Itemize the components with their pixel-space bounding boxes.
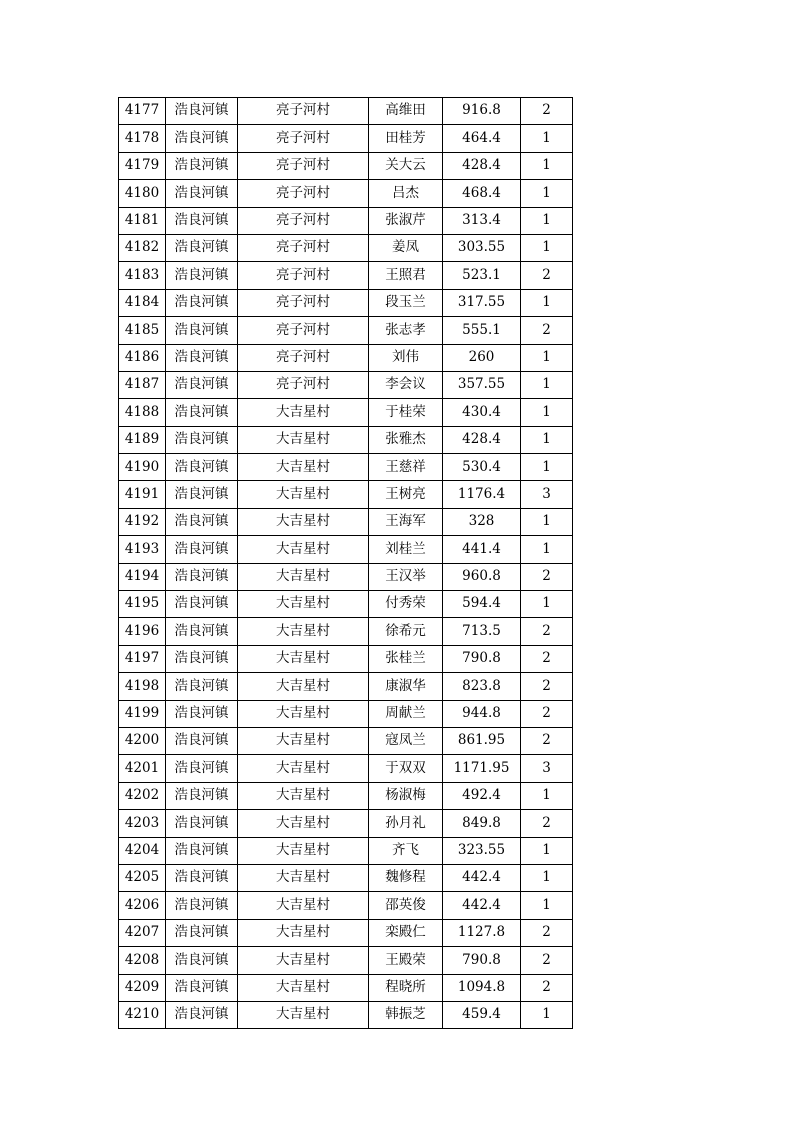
amount-cell: 960.8 xyxy=(443,563,521,590)
name-cell: 田桂芳 xyxy=(369,125,443,152)
table-row xyxy=(119,810,573,837)
table-row xyxy=(119,180,573,207)
name-cell: 孙月礼 xyxy=(369,810,443,837)
count-cell: 2 xyxy=(521,727,573,754)
town-cell: 浩良河镇 xyxy=(166,618,238,645)
row-number-cell: 4193 xyxy=(119,536,166,563)
row-number-cell: 4209 xyxy=(119,974,166,1001)
count-cell: 2 xyxy=(521,618,573,645)
row-number-cell: 4202 xyxy=(119,782,166,809)
town-cell: 浩良河镇 xyxy=(166,481,238,508)
village-cell: 大吉星村 xyxy=(238,563,369,590)
name-cell: 刘桂兰 xyxy=(369,536,443,563)
table-row xyxy=(119,399,573,426)
village-cell: 亮子河村 xyxy=(238,234,369,261)
count-cell: 2 xyxy=(521,673,573,700)
count-cell: 1 xyxy=(521,371,573,398)
table-row xyxy=(119,317,573,344)
village-cell: 大吉星村 xyxy=(238,1001,369,1028)
amount-cell: 428.4 xyxy=(443,152,521,179)
count-cell: 2 xyxy=(521,262,573,289)
table-row xyxy=(119,919,573,946)
village-cell: 亮子河村 xyxy=(238,98,369,125)
amount-cell: 790.8 xyxy=(443,947,521,974)
name-cell: 王树亮 xyxy=(369,481,443,508)
name-cell: 韩振芝 xyxy=(369,1001,443,1028)
name-cell: 姜凤 xyxy=(369,234,443,261)
town-cell: 浩良河镇 xyxy=(166,727,238,754)
table-row xyxy=(119,782,573,809)
table-row xyxy=(119,344,573,371)
amount-cell: 849.8 xyxy=(443,810,521,837)
table-row xyxy=(119,864,573,891)
village-cell: 亮子河村 xyxy=(238,344,369,371)
amount-cell: 1176.4 xyxy=(443,481,521,508)
village-cell: 大吉星村 xyxy=(238,454,369,481)
amount-cell: 594.4 xyxy=(443,591,521,618)
count-cell: 1 xyxy=(521,426,573,453)
table-row xyxy=(119,508,573,535)
town-cell: 浩良河镇 xyxy=(166,755,238,782)
town-cell: 浩良河镇 xyxy=(166,207,238,234)
count-cell: 1 xyxy=(521,1001,573,1028)
roster-table xyxy=(118,97,573,1029)
village-cell: 大吉星村 xyxy=(238,810,369,837)
table-row xyxy=(119,536,573,563)
town-cell: 浩良河镇 xyxy=(166,1001,238,1028)
table-row xyxy=(119,618,573,645)
row-number-cell: 4187 xyxy=(119,371,166,398)
name-cell: 魏修程 xyxy=(369,864,443,891)
count-cell: 1 xyxy=(521,837,573,864)
count-cell: 2 xyxy=(521,645,573,672)
village-cell: 大吉星村 xyxy=(238,591,369,618)
village-cell: 大吉星村 xyxy=(238,974,369,1001)
name-cell: 段玉兰 xyxy=(369,289,443,316)
name-cell: 王殿荣 xyxy=(369,947,443,974)
village-cell: 亮子河村 xyxy=(238,180,369,207)
count-cell: 1 xyxy=(521,864,573,891)
name-cell: 付秀荣 xyxy=(369,591,443,618)
village-cell: 大吉星村 xyxy=(238,481,369,508)
amount-cell: 442.4 xyxy=(443,892,521,919)
amount-cell: 357.55 xyxy=(443,371,521,398)
count-cell: 2 xyxy=(521,947,573,974)
count-cell: 2 xyxy=(521,98,573,125)
table-row xyxy=(119,727,573,754)
count-cell: 2 xyxy=(521,317,573,344)
name-cell: 康淑华 xyxy=(369,673,443,700)
town-cell: 浩良河镇 xyxy=(166,508,238,535)
village-cell: 大吉星村 xyxy=(238,837,369,864)
row-number-cell: 4201 xyxy=(119,755,166,782)
village-cell: 大吉星村 xyxy=(238,727,369,754)
row-number-cell: 4208 xyxy=(119,947,166,974)
town-cell: 浩良河镇 xyxy=(166,700,238,727)
name-cell: 程晓所 xyxy=(369,974,443,1001)
row-number-cell: 4198 xyxy=(119,673,166,700)
table-row xyxy=(119,262,573,289)
town-cell: 浩良河镇 xyxy=(166,399,238,426)
village-cell: 大吉星村 xyxy=(238,700,369,727)
name-cell: 李会议 xyxy=(369,371,443,398)
table-row xyxy=(119,234,573,261)
amount-cell: 790.8 xyxy=(443,645,521,672)
count-cell: 1 xyxy=(521,782,573,809)
town-cell: 浩良河镇 xyxy=(166,426,238,453)
count-cell: 1 xyxy=(521,344,573,371)
village-cell: 大吉星村 xyxy=(238,755,369,782)
town-cell: 浩良河镇 xyxy=(166,673,238,700)
town-cell: 浩良河镇 xyxy=(166,947,238,974)
table-row xyxy=(119,426,573,453)
table-row xyxy=(119,152,573,179)
table-row xyxy=(119,481,573,508)
town-cell: 浩良河镇 xyxy=(166,317,238,344)
row-number-cell: 4190 xyxy=(119,454,166,481)
count-cell: 1 xyxy=(521,207,573,234)
village-cell: 亮子河村 xyxy=(238,371,369,398)
amount-cell: 464.4 xyxy=(443,125,521,152)
count-cell: 2 xyxy=(521,700,573,727)
name-cell: 于双双 xyxy=(369,755,443,782)
town-cell: 浩良河镇 xyxy=(166,262,238,289)
count-cell: 2 xyxy=(521,919,573,946)
village-cell: 大吉星村 xyxy=(238,673,369,700)
count-cell: 2 xyxy=(521,563,573,590)
amount-cell: 459.4 xyxy=(443,1001,521,1028)
name-cell: 齐飞 xyxy=(369,837,443,864)
count-cell: 1 xyxy=(521,454,573,481)
village-cell: 大吉星村 xyxy=(238,782,369,809)
name-cell: 杨淑梅 xyxy=(369,782,443,809)
count-cell: 1 xyxy=(521,289,573,316)
count-cell: 3 xyxy=(521,481,573,508)
village-cell: 大吉星村 xyxy=(238,892,369,919)
table-row xyxy=(119,837,573,864)
amount-cell: 323.55 xyxy=(443,837,521,864)
row-number-cell: 4205 xyxy=(119,864,166,891)
table-row xyxy=(119,755,573,782)
village-cell: 亮子河村 xyxy=(238,262,369,289)
table-row xyxy=(119,645,573,672)
name-cell: 王海军 xyxy=(369,508,443,535)
town-cell: 浩良河镇 xyxy=(166,645,238,672)
name-cell: 吕杰 xyxy=(369,180,443,207)
name-cell: 寇凤兰 xyxy=(369,727,443,754)
row-number-cell: 4186 xyxy=(119,344,166,371)
row-number-cell: 4191 xyxy=(119,481,166,508)
village-cell: 亮子河村 xyxy=(238,289,369,316)
name-cell: 张志孝 xyxy=(369,317,443,344)
amount-cell: 441.4 xyxy=(443,536,521,563)
row-number-cell: 4196 xyxy=(119,618,166,645)
amount-cell: 303.55 xyxy=(443,234,521,261)
count-cell: 1 xyxy=(521,892,573,919)
name-cell: 王汉举 xyxy=(369,563,443,590)
row-number-cell: 4200 xyxy=(119,727,166,754)
village-cell: 大吉星村 xyxy=(238,645,369,672)
row-number-cell: 4206 xyxy=(119,892,166,919)
name-cell: 张雅杰 xyxy=(369,426,443,453)
count-cell: 1 xyxy=(521,180,573,207)
amount-cell: 317.55 xyxy=(443,289,521,316)
village-cell: 大吉星村 xyxy=(238,864,369,891)
table-row xyxy=(119,1001,573,1028)
count-cell: 1 xyxy=(521,399,573,426)
village-cell: 亮子河村 xyxy=(238,317,369,344)
row-number-cell: 4194 xyxy=(119,563,166,590)
table-row xyxy=(119,289,573,316)
count-cell: 2 xyxy=(521,810,573,837)
row-number-cell: 4181 xyxy=(119,207,166,234)
town-cell: 浩良河镇 xyxy=(166,974,238,1001)
row-number-cell: 4199 xyxy=(119,700,166,727)
roster-table-body xyxy=(119,98,573,1029)
table-row xyxy=(119,125,573,152)
amount-cell: 1171.95 xyxy=(443,755,521,782)
row-number-cell: 4207 xyxy=(119,919,166,946)
amount-cell: 861.95 xyxy=(443,727,521,754)
town-cell: 浩良河镇 xyxy=(166,454,238,481)
row-number-cell: 4188 xyxy=(119,399,166,426)
amount-cell: 1094.8 xyxy=(443,974,521,1001)
table-row xyxy=(119,947,573,974)
count-cell: 1 xyxy=(521,591,573,618)
table-row xyxy=(119,98,573,125)
table-row xyxy=(119,892,573,919)
amount-cell: 944.8 xyxy=(443,700,521,727)
village-cell: 大吉星村 xyxy=(238,508,369,535)
name-cell: 王照君 xyxy=(369,262,443,289)
town-cell: 浩良河镇 xyxy=(166,152,238,179)
amount-cell: 468.4 xyxy=(443,180,521,207)
village-cell: 亮子河村 xyxy=(238,152,369,179)
name-cell: 于桂荣 xyxy=(369,399,443,426)
row-number-cell: 4182 xyxy=(119,234,166,261)
row-number-cell: 4180 xyxy=(119,180,166,207)
village-cell: 亮子河村 xyxy=(238,207,369,234)
amount-cell: 442.4 xyxy=(443,864,521,891)
row-number-cell: 4185 xyxy=(119,317,166,344)
village-cell: 大吉星村 xyxy=(238,919,369,946)
village-cell: 大吉星村 xyxy=(238,399,369,426)
village-cell: 大吉星村 xyxy=(238,426,369,453)
row-number-cell: 4179 xyxy=(119,152,166,179)
amount-cell: 530.4 xyxy=(443,454,521,481)
count-cell: 1 xyxy=(521,234,573,261)
name-cell: 王慈祥 xyxy=(369,454,443,481)
row-number-cell: 4192 xyxy=(119,508,166,535)
row-number-cell: 4195 xyxy=(119,591,166,618)
count-cell: 2 xyxy=(521,974,573,1001)
town-cell: 浩良河镇 xyxy=(166,344,238,371)
amount-cell: 1127.8 xyxy=(443,919,521,946)
town-cell: 浩良河镇 xyxy=(166,371,238,398)
amount-cell: 328 xyxy=(443,508,521,535)
amount-cell: 430.4 xyxy=(443,399,521,426)
amount-cell: 428.4 xyxy=(443,426,521,453)
row-number-cell: 4210 xyxy=(119,1001,166,1028)
amount-cell: 916.8 xyxy=(443,98,521,125)
town-cell: 浩良河镇 xyxy=(166,591,238,618)
town-cell: 浩良河镇 xyxy=(166,180,238,207)
name-cell: 周献兰 xyxy=(369,700,443,727)
village-cell: 大吉星村 xyxy=(238,536,369,563)
amount-cell: 713.5 xyxy=(443,618,521,645)
town-cell: 浩良河镇 xyxy=(166,782,238,809)
table-row xyxy=(119,371,573,398)
row-number-cell: 4189 xyxy=(119,426,166,453)
town-cell: 浩良河镇 xyxy=(166,289,238,316)
table-row xyxy=(119,563,573,590)
name-cell: 栾殿仁 xyxy=(369,919,443,946)
town-cell: 浩良河镇 xyxy=(166,98,238,125)
amount-cell: 523.1 xyxy=(443,262,521,289)
row-number-cell: 4203 xyxy=(119,810,166,837)
table-row xyxy=(119,454,573,481)
row-number-cell: 4183 xyxy=(119,262,166,289)
table-row xyxy=(119,700,573,727)
name-cell: 刘伟 xyxy=(369,344,443,371)
town-cell: 浩良河镇 xyxy=(166,892,238,919)
amount-cell: 492.4 xyxy=(443,782,521,809)
name-cell: 高维田 xyxy=(369,98,443,125)
amount-cell: 313.4 xyxy=(443,207,521,234)
village-cell: 大吉星村 xyxy=(238,947,369,974)
row-number-cell: 4197 xyxy=(119,645,166,672)
town-cell: 浩良河镇 xyxy=(166,563,238,590)
row-number-cell: 4178 xyxy=(119,125,166,152)
table-row xyxy=(119,207,573,234)
town-cell: 浩良河镇 xyxy=(166,837,238,864)
count-cell: 1 xyxy=(521,152,573,179)
count-cell: 3 xyxy=(521,755,573,782)
village-cell: 亮子河村 xyxy=(238,125,369,152)
amount-cell: 555.1 xyxy=(443,317,521,344)
row-number-cell: 4177 xyxy=(119,98,166,125)
name-cell: 关大云 xyxy=(369,152,443,179)
count-cell: 1 xyxy=(521,125,573,152)
row-number-cell: 4184 xyxy=(119,289,166,316)
town-cell: 浩良河镇 xyxy=(166,919,238,946)
table-row xyxy=(119,673,573,700)
town-cell: 浩良河镇 xyxy=(166,125,238,152)
town-cell: 浩良河镇 xyxy=(166,536,238,563)
name-cell: 徐希元 xyxy=(369,618,443,645)
table-row xyxy=(119,974,573,1001)
amount-cell: 823.8 xyxy=(443,673,521,700)
row-number-cell: 4204 xyxy=(119,837,166,864)
name-cell: 邵英俊 xyxy=(369,892,443,919)
name-cell: 张淑芹 xyxy=(369,207,443,234)
amount-cell: 260 xyxy=(443,344,521,371)
town-cell: 浩良河镇 xyxy=(166,234,238,261)
village-cell: 大吉星村 xyxy=(238,618,369,645)
name-cell: 张桂兰 xyxy=(369,645,443,672)
town-cell: 浩良河镇 xyxy=(166,864,238,891)
count-cell: 1 xyxy=(521,508,573,535)
table-row xyxy=(119,591,573,618)
town-cell: 浩良河镇 xyxy=(166,810,238,837)
count-cell: 1 xyxy=(521,536,573,563)
